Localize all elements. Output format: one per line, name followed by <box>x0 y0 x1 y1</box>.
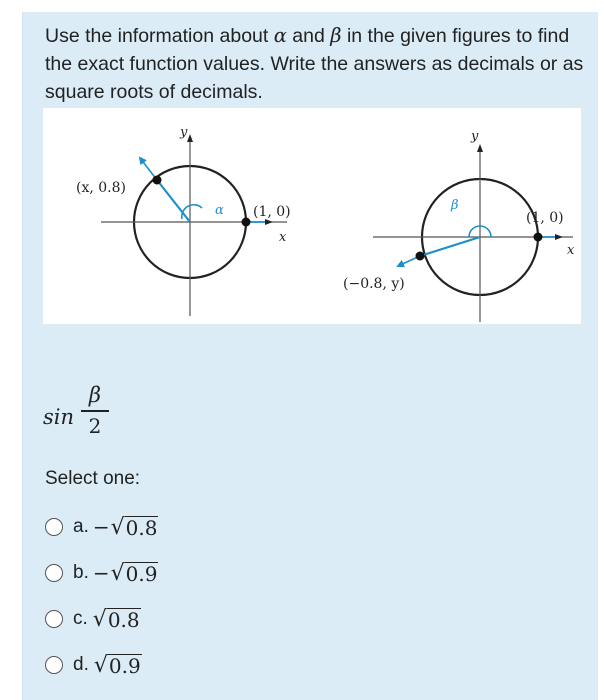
left-axis-point-label: (1, 0) <box>253 204 291 220</box>
right-x-label: x <box>567 243 575 258</box>
right-terminal-ray <box>420 237 480 256</box>
left-angle-label: α <box>215 203 224 218</box>
radicand: 0.8 <box>125 515 158 540</box>
radical-sign: √ <box>110 560 125 586</box>
option-letter: c. <box>73 608 88 629</box>
select-one-label: Select one: <box>45 468 141 489</box>
right-point-label: (−0.8, y) <box>343 276 405 292</box>
option-c[interactable] <box>45 596 445 642</box>
radicand: 0.9 <box>125 561 158 586</box>
beta-symbol: β <box>330 24 342 47</box>
right-y-label: y <box>471 129 479 144</box>
question-text <box>45 22 585 106</box>
left-x-label: x <box>279 230 287 245</box>
option-letter: b. <box>73 562 89 583</box>
left-unit-circle <box>76 125 291 316</box>
radical-sign: √ <box>110 514 125 540</box>
left-point-label: (x, 0.8) <box>76 180 126 196</box>
radio-button[interactable] <box>45 518 63 536</box>
answer-options <box>45 504 445 688</box>
right-axis-point-label: (1, 0) <box>526 210 564 226</box>
left-axis-point-dot <box>242 218 251 227</box>
option-a[interactable] <box>45 504 445 550</box>
option-letter: d. <box>73 654 89 675</box>
option-b[interactable] <box>45 550 445 596</box>
left-point-dot <box>153 176 162 185</box>
fraction-bar <box>81 410 109 412</box>
alpha-symbol: α <box>273 24 287 47</box>
right-point-dot <box>416 252 425 261</box>
option-d[interactable] <box>45 642 445 688</box>
right-unit-circle <box>343 129 575 322</box>
minus-sign: − <box>92 515 110 539</box>
radicand: 0.8 <box>107 607 140 632</box>
radio-button[interactable] <box>45 656 63 674</box>
radicand: 0.9 <box>108 653 141 678</box>
function-prompt <box>43 382 163 452</box>
right-angle-label: β <box>451 198 459 213</box>
unit-circle-figures <box>43 108 581 324</box>
option-letter: a. <box>73 516 89 537</box>
minus-sign: − <box>92 561 110 585</box>
question-text-part: Use the information about <box>45 25 274 47</box>
figures-svg <box>43 108 581 324</box>
fraction <box>81 382 109 438</box>
question-text-part: in the given figures to find the exact function values. Write the answers as decimals or as square roots of decimals. <box>45 25 584 103</box>
left-terminal-ray <box>157 180 190 222</box>
radio-button[interactable] <box>45 610 63 628</box>
fraction-numerator: β <box>88 383 102 407</box>
function-name: sin <box>43 405 75 429</box>
left-y-label: y <box>180 125 188 140</box>
fraction-denominator: 2 <box>88 413 102 438</box>
right-axis-point-dot <box>534 233 543 242</box>
radio-button[interactable] <box>45 564 63 582</box>
question-text-part: and <box>286 25 331 47</box>
question-card <box>22 12 598 700</box>
radical-sign: √ <box>92 606 107 632</box>
radical-sign: √ <box>93 652 108 678</box>
